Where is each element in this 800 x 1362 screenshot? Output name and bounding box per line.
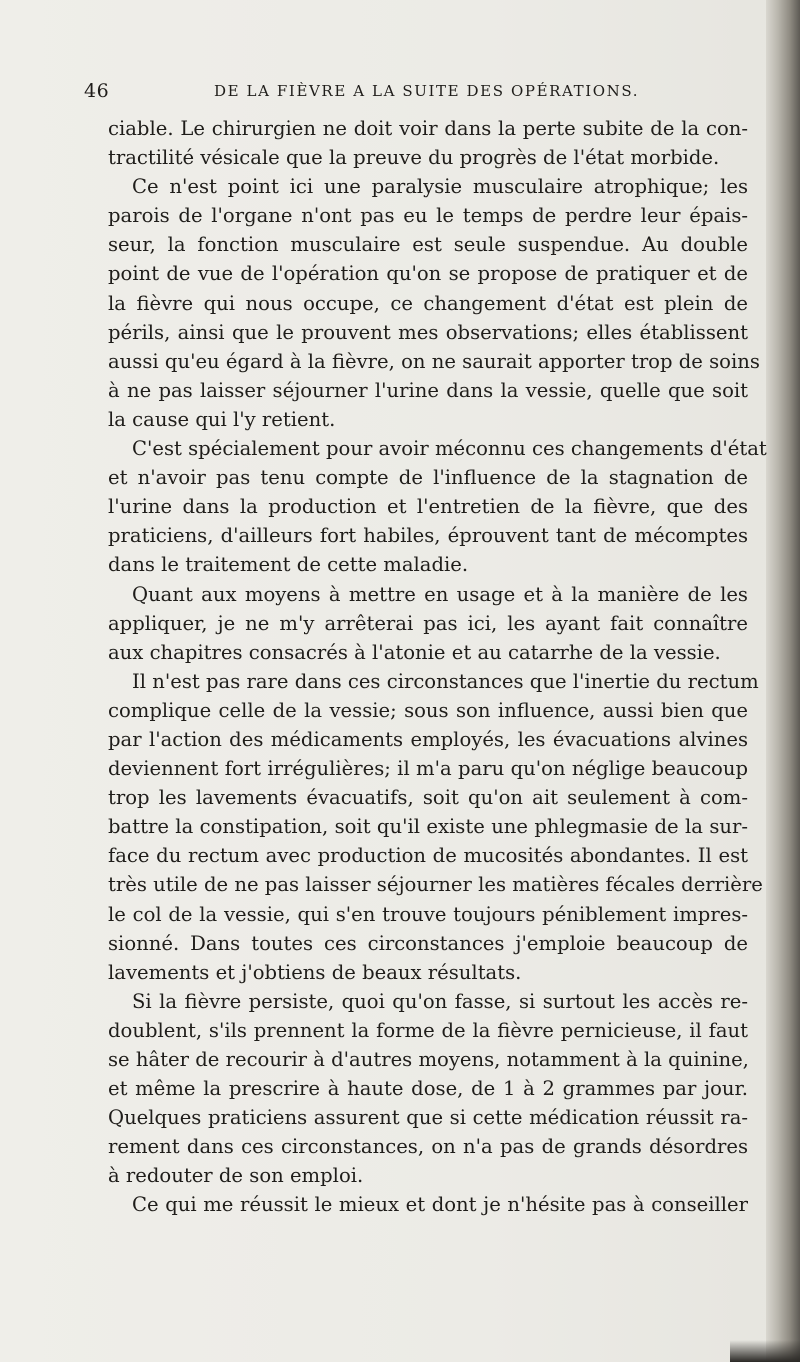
text-line: trop les lavements évacuatifs, soit qu'on ait seulement à com- bbox=[108, 786, 748, 810]
text-line: la fièvre qui nous occupe, ce changement d'état est plein de bbox=[108, 291, 748, 315]
text-line: doublent, s'ils prennent la forme de la fièvre pernicieuse, il faut bbox=[108, 1018, 748, 1042]
book-binding-edge bbox=[766, 0, 800, 1362]
text-line: complique celle de la vessie; sous son influence, aussi bien que bbox=[108, 698, 748, 722]
text-line: très utile de ne pas laisser séjourner les matières fécales derrière bbox=[108, 873, 763, 897]
running-head bbox=[84, 80, 684, 106]
text-line: le col de la vessie, qui s'en trouve toujours péniblement impres- bbox=[108, 902, 748, 926]
text-line: ciable. Le chirurgien ne doit voir dans la perte subite de la con- bbox=[108, 117, 748, 140]
running-head-title: DE LA FIÈVRE A LA SUITE DES OPÉRATIONS. bbox=[214, 82, 640, 100]
text-line: appliquer, je ne m'y arrêterai pas ici, les ayant fait connaître bbox=[108, 611, 748, 635]
text-line: à redouter de son emploi. bbox=[108, 1164, 364, 1188]
text-line: deviennent fort irrégulières; il m'a paru qu'on néglige beaucoup bbox=[108, 757, 748, 781]
body-text bbox=[108, 114, 767, 1220]
paragraph bbox=[108, 987, 748, 1191]
text-line: face du rectum avec production de mucosités abondantes. Il est bbox=[108, 844, 748, 868]
text-line: et n'avoir pas tenu compte de l'influence de la stagnation de bbox=[108, 466, 748, 490]
text-line: sionné. Dans toutes ces circonstances j'emploie beaucoup de bbox=[108, 931, 748, 955]
text-line: la cause qui l'y retient. bbox=[108, 407, 336, 431]
page-number: 46 bbox=[84, 80, 110, 102]
paragraph bbox=[108, 114, 748, 172]
paragraph bbox=[108, 580, 748, 667]
text-line: parois de l'organe n'ont pas eu le temps de perdre leur épais- bbox=[108, 204, 748, 228]
text-line: à ne pas laisser séjourner l'urine dans la vessie, quelle que soit bbox=[108, 378, 748, 402]
text-line: dans le traitement de cette maladie. bbox=[108, 553, 469, 577]
text-line: lavements et j'obtiens de beaux résultats. bbox=[108, 960, 522, 984]
paragraph bbox=[108, 667, 763, 987]
text-line: et même la prescrire à haute dose, de 1 à 2 grammes par jour. bbox=[108, 1077, 748, 1101]
text-line: aux chapitres consacrés à l'atonie et au catarrhe de la vessie. bbox=[108, 640, 721, 664]
text-line: praticiens, d'ailleurs fort habiles, éprouvent tant de mécomptes bbox=[108, 524, 748, 548]
text-line: Ce n'est point ici une paralysie musculaire atrophique; les bbox=[132, 175, 748, 199]
text-line: l'urine dans la production et l'entretien de la fièvre, que des bbox=[108, 495, 748, 519]
text-line: point de vue de l'opération qu'on se propose de pratiquer et de bbox=[108, 262, 748, 286]
text-line: Si la fièvre persiste, quoi qu'on fasse, si surtout les accès re- bbox=[132, 989, 748, 1013]
text-line: Quant aux moyens à mettre en usage et à la manière de les bbox=[132, 582, 748, 606]
text-line: Il n'est pas rare dans ces circonstances que l'inertie du rectum bbox=[132, 669, 759, 693]
text-line: battre la constipation, soit qu'il existe une phlegmasie de la sur- bbox=[108, 815, 748, 839]
text-line: périls, ainsi que le prouvent mes observations; elles établissent bbox=[108, 320, 748, 344]
text-line: C'est spécialement pour avoir méconnu ces changements d'état bbox=[132, 437, 767, 461]
text-line: Ce qui me réussit le mieux et dont je n'hésite pas à conseiller bbox=[132, 1193, 748, 1217]
paragraph bbox=[108, 172, 760, 434]
text-line: se hâter de recourir à d'autres moyens, notamment à la quinine, bbox=[108, 1048, 749, 1071]
text-line: par l'action des médicaments employés, les évacuations alvines bbox=[108, 727, 748, 751]
paragraph bbox=[108, 434, 767, 579]
text-line: aussi qu'eu égard à la fièvre, on ne saurait apporter trop de soins bbox=[108, 349, 760, 373]
paragraph bbox=[108, 1190, 748, 1219]
text-line: Quelques praticiens assurent que si cette médication réussit ra- bbox=[108, 1106, 748, 1130]
text-line: seur, la fonction musculaire est seule suspendue. Au double bbox=[108, 233, 748, 257]
text-line: tractilité vésicale que la preuve du progrès de l'état morbide. bbox=[108, 146, 720, 170]
text-line: rement dans ces circonstances, on n'a pas de grands désordres bbox=[108, 1135, 748, 1159]
